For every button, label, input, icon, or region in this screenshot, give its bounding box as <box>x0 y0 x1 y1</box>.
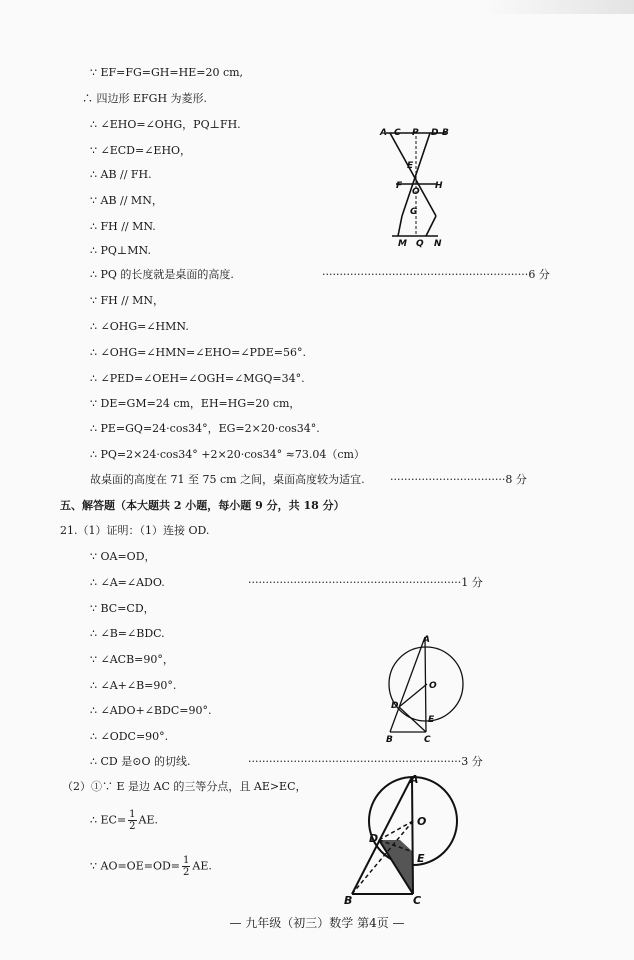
fig3-label: O <box>417 815 427 828</box>
fig1-label: G <box>410 207 418 217</box>
proof-line: ∴ PQ 的长度就是桌面的高度. <box>90 268 234 281</box>
fig3-label: A <box>410 773 419 786</box>
fig1-label: Q <box>416 239 424 249</box>
proof-line: ∴ PQ⊥MN. <box>90 244 151 257</box>
q21-line: ∴ ∠A+∠B=90°. <box>90 679 177 692</box>
q21-line: ∵ BC=CD， <box>90 602 155 615</box>
fig2-label: B <box>386 735 393 745</box>
fig3-label: D <box>369 832 379 845</box>
score-mark-1: ·····························································1 分 <box>248 576 483 589</box>
page-footer: — 九年级（初三）数学 第4页 — <box>229 916 405 930</box>
q21-part2-line: （2）①∵ E 是边 AC 的三等分点，且 AE>EC， <box>62 780 307 793</box>
fig2-label: D <box>391 701 399 711</box>
fig1-label: N <box>434 239 442 249</box>
score-mark-3: ·····························································3 分 <box>248 755 483 768</box>
page-edge-shadow <box>484 0 634 14</box>
section-heading: 五、解答题（本大题共 2 小题，每小题 9 分，共 18 分） <box>60 499 345 512</box>
proof-line: ∴ ∠PED=∠OEH=∠OGH=∠MGQ=34°. <box>90 372 305 385</box>
proof-line: ∵ FH // MN， <box>90 294 165 307</box>
fig1-label: H <box>435 181 443 191</box>
fig1-label: M <box>398 239 407 249</box>
q21-line: ∴ ∠ADO+∠BDC=90°. <box>90 704 212 717</box>
q21-line: ∴ ∠ODC=90°. <box>90 730 169 743</box>
q21-line: ∵ ∠ACB=90°， <box>90 653 174 666</box>
fig1-label: O <box>412 187 420 197</box>
proof-line: ∴ ∠EHO=∠OHG，PQ⊥FH. <box>90 118 241 131</box>
fig2-label: O <box>429 681 437 691</box>
proof-line: ∴ ∠OHG=∠HMN. <box>90 320 189 333</box>
proof-line: ∵ EF=FG=GH=HE=20 cm, <box>90 66 244 79</box>
circle-tangent-figure <box>380 632 470 744</box>
fig2-label: A <box>423 635 430 645</box>
proof-line: ∴ FH // MN. <box>90 220 156 233</box>
proof-line: ∵ DE=GM=24 cm，EH=HG=20 cm， <box>90 397 301 410</box>
fig2-label: C <box>424 735 431 745</box>
circle-shaded-figure <box>340 770 460 908</box>
proof-line: 故桌面的高度在 71 至 75 cm 之间，桌面高度较为适宜. <box>90 473 365 486</box>
q21-part2-fraction-line: ∴ EC= $\frac{1}{2}$ AE. <box>90 809 159 832</box>
score-mark-6: ···························································6 分 <box>322 268 550 281</box>
q21-line: ∵ OA=OD， <box>90 550 156 563</box>
q21-line: ∴ ∠A=∠ADO. <box>90 576 165 589</box>
fig1-label: F <box>396 181 403 191</box>
proof-line: ∴ 四边形 EFGH 为菱形. <box>82 92 208 105</box>
q21-line: ∴ ∠B=∠BDC. <box>90 627 165 640</box>
fig1-label: E <box>407 161 414 171</box>
proof-line: ∴ PQ=2×24·cos34° +2×20·cos34° ≈73.04（cm） <box>90 448 365 461</box>
proof-line: ∵ ∠ECD=∠EHO， <box>90 144 192 157</box>
fig3-label: C <box>413 894 422 907</box>
fig3-label: B <box>344 894 353 907</box>
fig1-label: B <box>442 128 449 138</box>
fig1-label: P <box>412 128 419 138</box>
table-figure <box>378 124 458 249</box>
fig1-label: D <box>431 128 439 138</box>
fig1-label: A <box>380 128 387 138</box>
fig1-label: C <box>394 128 401 138</box>
fig3-label: E <box>417 852 425 865</box>
proof-line: ∵ AB // MN， <box>90 194 163 207</box>
q21-line: ∴ CD 是⊙O 的切线. <box>90 755 191 768</box>
fig2-label: E <box>428 715 435 725</box>
q21-line: 21.（1）证明：（1）连接 OD. <box>60 524 210 537</box>
score-mark-8: ·································8 分 <box>390 473 527 486</box>
proof-line: ∴ PE=GQ=24·cos34°，EG=2×20·cos34°. <box>90 422 320 435</box>
proof-line: ∴ AB // FH. <box>90 168 152 181</box>
q21-part2-fraction-line: ∵ AO=OE=OD= $\frac{1}{2}$ AE. <box>90 855 212 878</box>
proof-line: ∴ ∠OHG=∠HMN=∠EHO=∠PDE=56°. <box>90 346 306 359</box>
